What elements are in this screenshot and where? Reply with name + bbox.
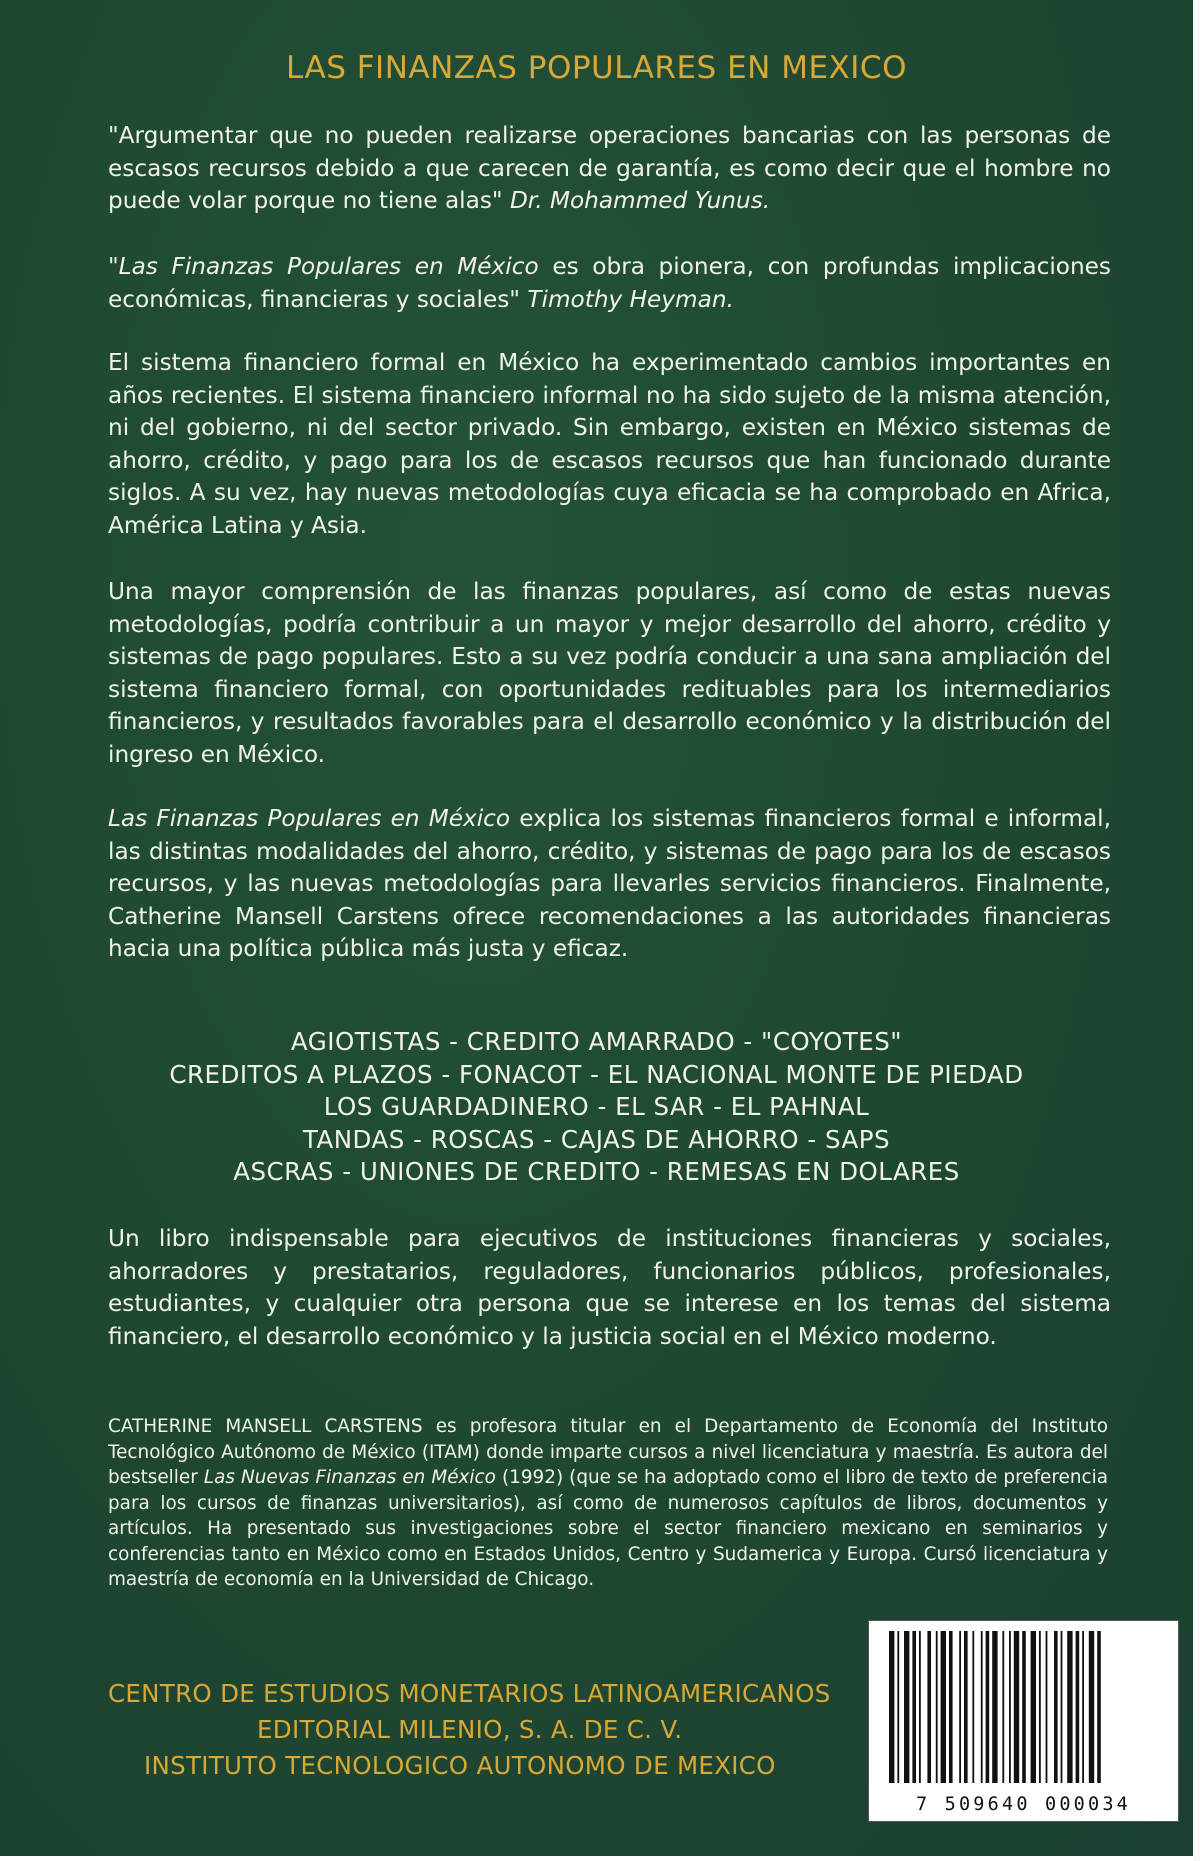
- heyman-quote-book: Las Finanzas Populares en México: [118, 253, 539, 280]
- heyman-quote-text: es obra pionera, con profundas implicaciones económicas, financieras y sociales": [108, 253, 1111, 313]
- barcode-bar: [1009, 1631, 1011, 1783]
- barcode-bar: [1082, 1631, 1084, 1783]
- keyword-line: AGIOTISTAS - CREDITO AMARRADO - "COYOTES": [290, 1027, 903, 1056]
- paragraph-indispensable: Un libro indispensable para ejecutivos de instituciones financieras y sociales, ahorradores y prestatarios, reguladores, funcionarios públicos, profesionales, estudiantes, y cualquier otra persona que se interese en los temas del sistema financiero, el desarrollo económico y la justicia social en el México moderno.: [108, 1225, 1111, 1350]
- barcode-bar: [959, 1631, 961, 1783]
- heyman-quote-open: ": [108, 253, 119, 280]
- barcode-bar: [904, 1631, 909, 1783]
- barcode-bar: [1022, 1631, 1026, 1783]
- keyword-list: [0, 1026, 1193, 1189]
- barcode-bar: [1014, 1631, 1019, 1783]
- barcode-bar: [1061, 1631, 1063, 1783]
- barcode-bar: [927, 1631, 931, 1783]
- barcode-bar: [986, 1631, 990, 1783]
- barcode-bar: [889, 1631, 894, 1783]
- yunus-quote-text: "Argumentar que no pueden realizarse operaciones bancarias con las personas de escasos recursos debido a que carecen de garantía, es como decir que el hombre no puede volar porque no tiene alas": [108, 122, 1111, 214]
- barcode-bar: [992, 1631, 997, 1783]
- author-bio-book: Las Nuevas Finanzas en México: [203, 1467, 496, 1488]
- barcode-bar: [1039, 1631, 1041, 1783]
- barcode-bar: [897, 1631, 899, 1783]
- publisher-line: EDITORIAL MILENIO, S. A. DE C. V.: [257, 1715, 683, 1744]
- barcode-bar: [912, 1631, 916, 1783]
- publisher-line: INSTITUTO TECNOLOGICO AUTONOMO DE MEXICO: [144, 1751, 776, 1780]
- page-edge: [1193, 0, 1200, 1861]
- keyword-line: LOS GUARDADINERO - EL SAR - EL PAHNAL: [323, 1092, 870, 1121]
- barcode-bar: [1002, 1631, 1004, 1783]
- paragraph-sistema-financiero: El sistema financiero formal en México ha experimentado cambios importantes en años recientes. El sistema financiero informal no ha sido sujeto de la misma atención, ni del gobierno, ni del sector privado. Sin embargo, existen en México sistemas de ahorro, crédito, y pago para los de escasos recursos que han funcionado durante siglos. A su vez, hay nuevas metodologías cuya eficacia se ha comprobado en Africa, América Latina y Asia.: [108, 349, 1111, 539]
- barcode-bar: [1076, 1631, 1080, 1783]
- publisher-line: CENTRO DE ESTUDIOS MONETARIOS LATINOAMERICANOS: [108, 1679, 831, 1708]
- heyman-quote-author: Timothy Heyman.: [527, 285, 734, 313]
- heyman-quote: [108, 251, 1111, 316]
- paragraph-explica-book: Las Finanzas Populares en México: [108, 805, 511, 832]
- barcode-bars: [869, 1621, 1178, 1821]
- author-bio-after: (1992) (que se ha adoptado como el libro de texto de preferencia para los cursos de finanzas universitarios), así como de numerosos capítulos de libros, documentos y artículos. Ha presentado sus investigaciones sobre el sector financiero mexicano en seminarios y conferencias tanto en México como en Estados Unidos, Centro y Sudamerica y Europa. Cursó licenciatura y maestría de economía en la Universidad de Chicago.: [108, 1467, 1108, 1590]
- barcode-bar: [1067, 1631, 1072, 1783]
- barcode-bar: [1031, 1631, 1036, 1783]
- yunus-quote-author: Dr. Mohammed Yunus.: [509, 187, 771, 214]
- publisher-list: [108, 1676, 831, 1784]
- author-bio-before: CATHERINE MANSELL CARSTENS es profesora titular en el Departamento de Economía del Instituto Tecnológico Autónomo de México (ITAM) donde imparte cursos a nivel licenciatura y maestría. Es autora del bestseller: [108, 1416, 1108, 1488]
- barcode-bar: [919, 1631, 921, 1783]
- barcode-bar: [1046, 1631, 1048, 1783]
- barcode-bar: [941, 1631, 946, 1783]
- author-bio: [108, 1414, 1108, 1593]
- cover-title: LAS FINANZAS POPULARES EN MEXICO: [286, 50, 907, 86]
- paragraph-explica-text: explica los sistemas financieros formal e informal, las distintas modalidades del ahorro, crédito, y sistemas de pago para los de escasos recursos, y las nuevas metodologías para llevarles servicios financieros. Finalmente, Catherine Mansell Carstens ofrece recomendaciones a las autoridades financieras hacia una política pública más justa y eficaz.: [108, 805, 1111, 962]
- barcode-bar: [1089, 1631, 1094, 1783]
- barcode: [868, 1620, 1179, 1822]
- barcode-bar: [964, 1631, 968, 1783]
- barcode-bar: [1097, 1631, 1101, 1783]
- keyword-line: CREDITOS A PLAZOS - FONACOT - EL NACIONAL MONTE DE PIEDAD: [169, 1059, 1024, 1089]
- barcode-bar: [981, 1631, 983, 1783]
- yunus-quote: [108, 120, 1111, 218]
- keyword-line: ASCRAS - UNIONES DE CREDITO - REMESAS EN DOLARES: [233, 1157, 960, 1186]
- barcode-number: 7 509640 000034: [915, 1794, 1132, 1815]
- barcode-bar: [1054, 1631, 1058, 1783]
- barcode-bar: [972, 1631, 974, 1783]
- barcode-bar: [949, 1631, 953, 1783]
- paragraph-explica: [108, 803, 1111, 966]
- barcode-bar: [936, 1631, 938, 1783]
- paragraph-comprension: Una mayor comprensión de las finanzas populares, así como de estas nuevas metodologías, podría contribuir a un mayor y mejor desarrollo del ahorro, crédito y sistemas de pago populares. Esto a su vez podría conducir a una sana ampliación del sistema financiero formal, con oportunidades redituables para los intermediarios financieros, y resultados favorables para el desarrollo económico y la distribución del ingreso en México.: [108, 578, 1111, 768]
- keyword-line: TANDAS - ROSCAS - CAJAS DE AHORRO - SAPS: [302, 1124, 891, 1154]
